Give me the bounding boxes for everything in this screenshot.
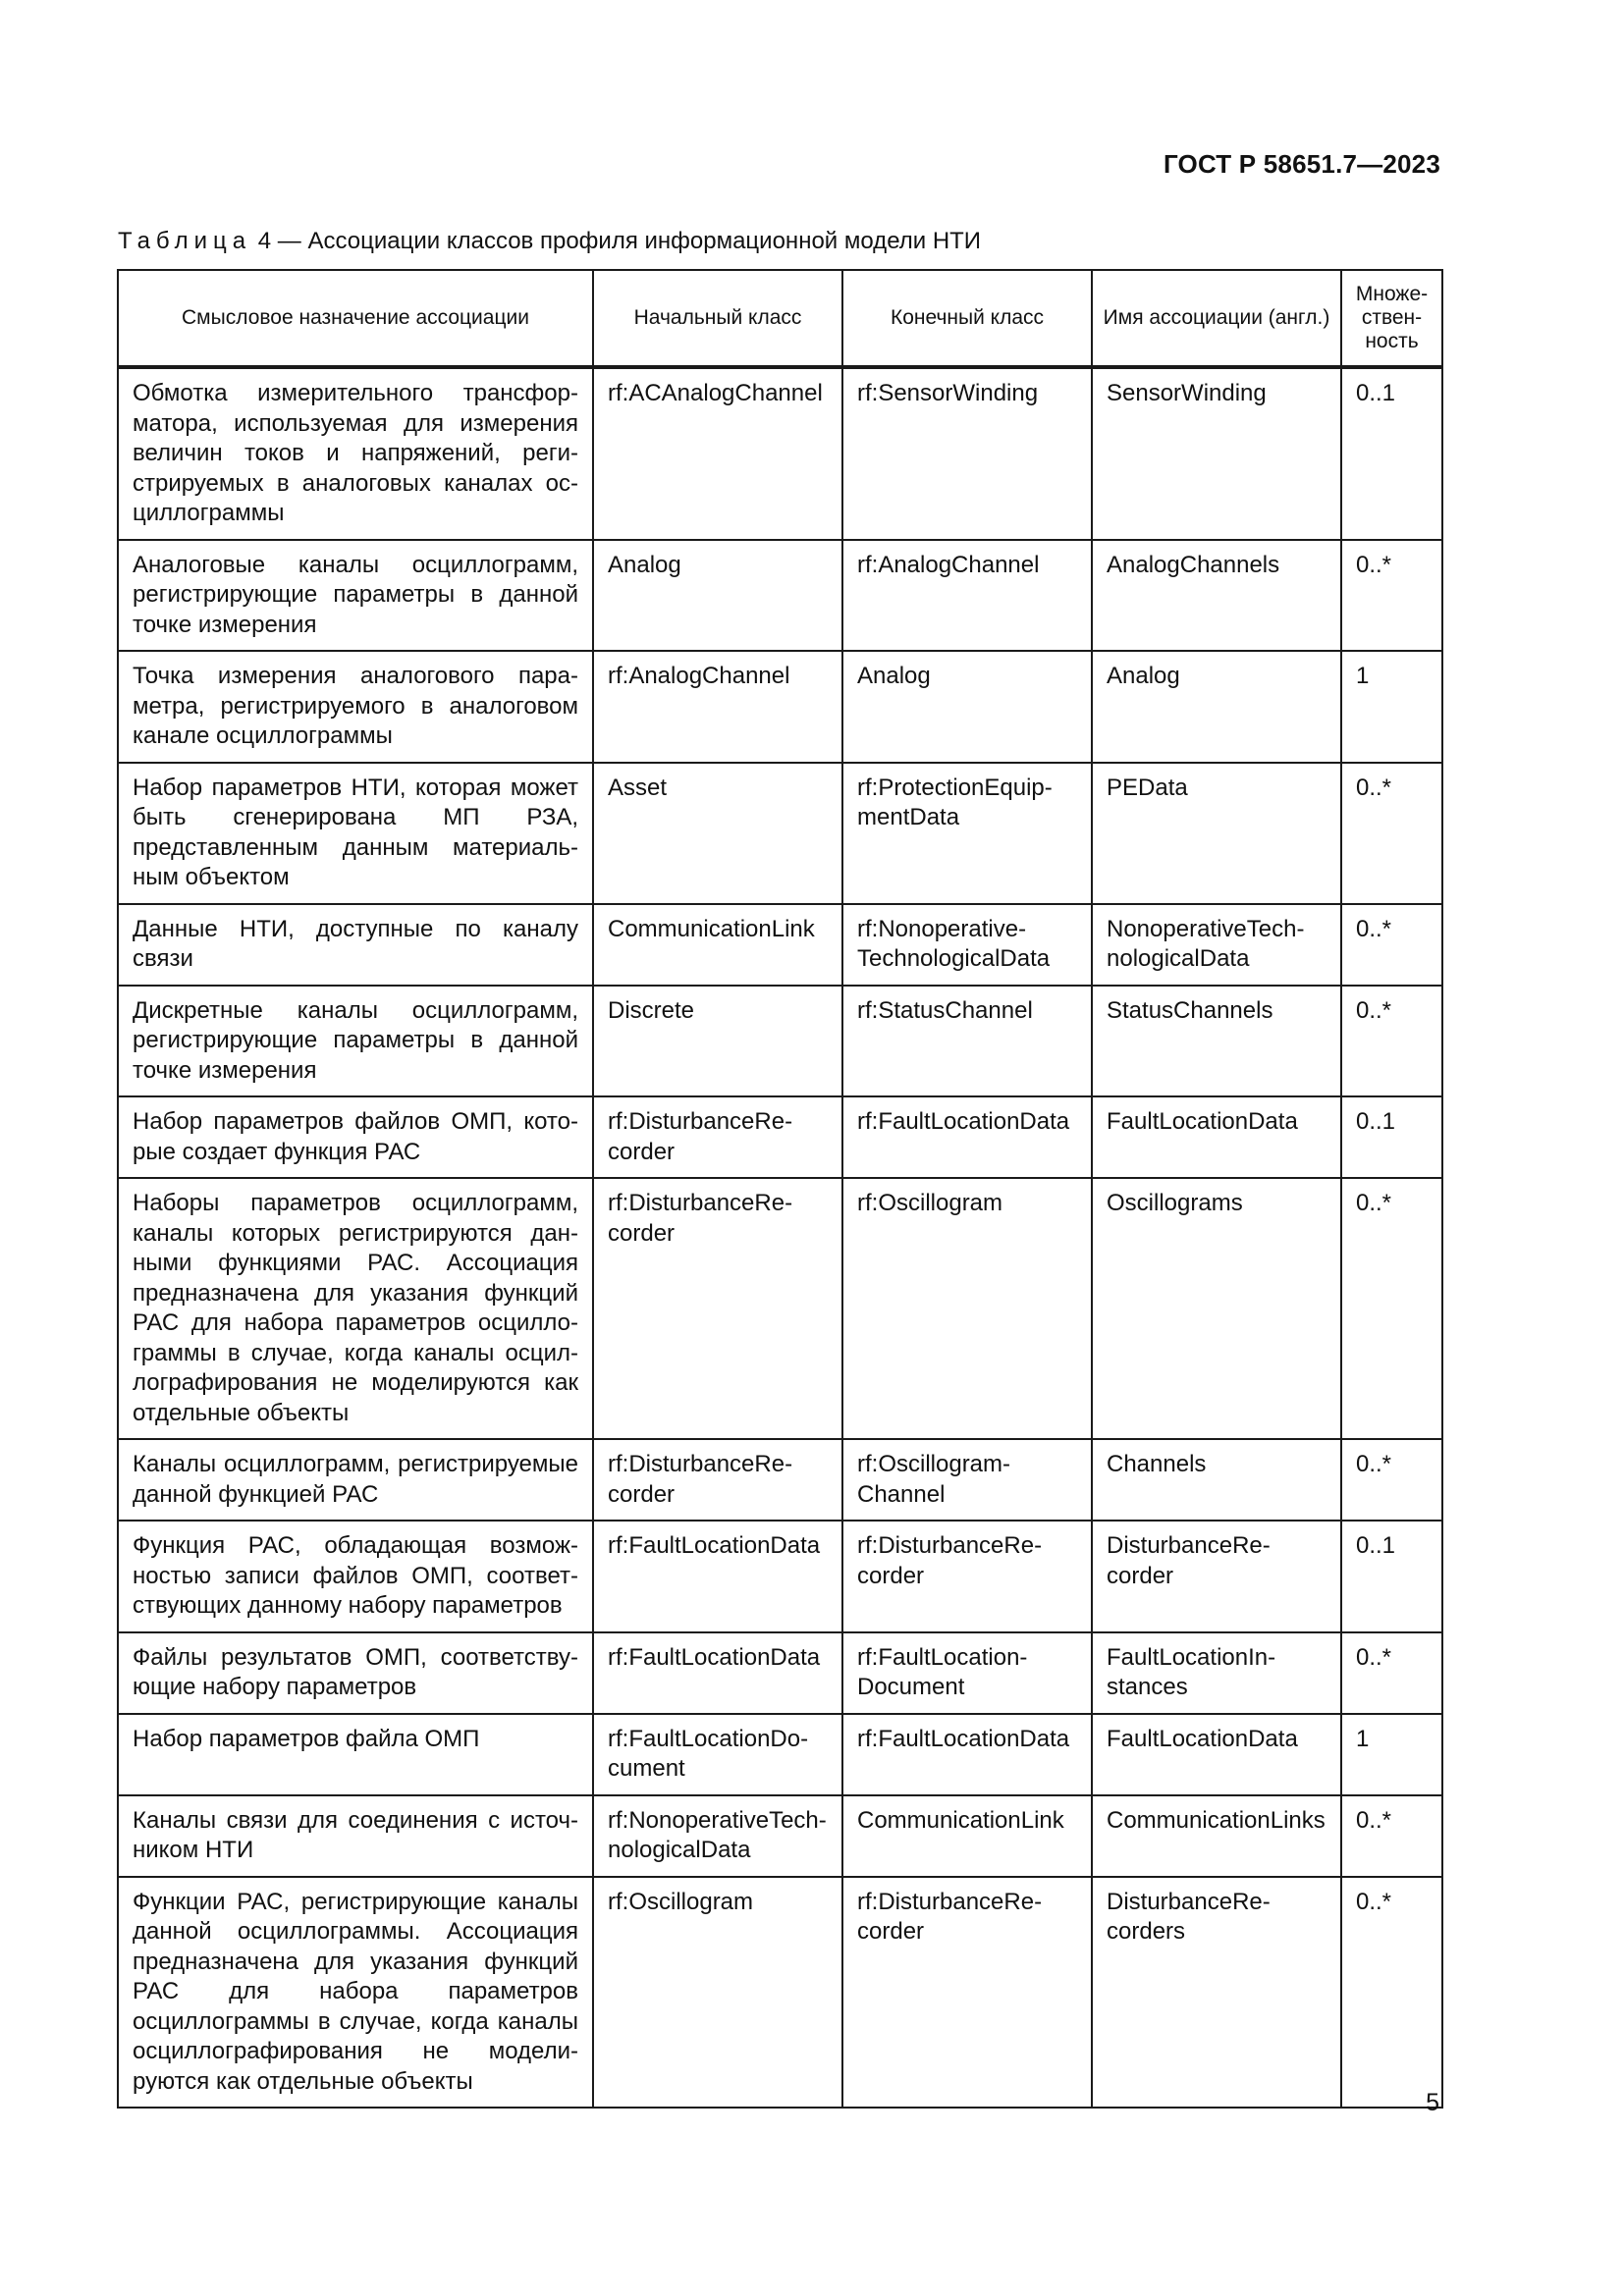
purpose-cell: Наборы параметров осциллограмм, каналы которых регистрируются данными функциями РАС. Ассоциация предназначена для указания функций РАС для набора параметров осциллограммы в случае, когда каналы осциллографирования не моделируются как отдельные объекты xyxy=(118,1178,593,1439)
column-header-target-class: Конечный класс xyxy=(842,270,1092,367)
source-class-cell: rf:Oscillogram xyxy=(593,1877,842,2109)
column-header-source-class: Начальный класс xyxy=(593,270,842,367)
target-class-cell: rf:AnalogChannel xyxy=(842,540,1092,652)
target-class-cell: rf:FaultLocationData xyxy=(842,1096,1092,1178)
target-class-cell: rf:Oscillogram-Channel xyxy=(842,1439,1092,1521)
column-header-multiplicity: Множе-ствен-ность xyxy=(1341,270,1442,367)
table-row xyxy=(118,904,1442,986)
table-caption-label: Таблица xyxy=(118,228,252,254)
table-row xyxy=(118,1795,1442,1877)
table-row xyxy=(118,540,1442,652)
standard-code: ГОСТ Р 58651.7—2023 xyxy=(1163,149,1440,179)
association-name-cell: NonoperativeTechnologicalData xyxy=(1092,904,1341,986)
multiplicity-cell: 0..* xyxy=(1341,1795,1442,1877)
target-class-cell: rf:ProtectionEquipmentData xyxy=(842,763,1092,904)
source-class-cell: Discrete xyxy=(593,986,842,1097)
table-caption-text: 4 — Ассоциации классов профиля информационной модели НТИ xyxy=(257,228,982,254)
column-header-association-name: Имя ассоциации (англ.) xyxy=(1092,270,1341,367)
target-class-cell: CommunicationLink xyxy=(842,1795,1092,1877)
purpose-cell: Функции РАС, регистрирующие каналы данной осциллограммы. Ассоциация предназначена для указания функций РАС для набора параметров осциллограммы в случае, когда каналы осциллографирования не моделируются как отдельные объекты xyxy=(118,1877,593,2109)
target-class-cell: Analog xyxy=(842,651,1092,763)
purpose-cell: Данные НТИ, доступные по каналу связи xyxy=(118,904,593,986)
association-name-cell: DisturbanceRecorder xyxy=(1092,1521,1341,1632)
purpose-cell: Обмотка измерительного трансформатора, используемая для измерения величин токов и напряжений, регистрируемых в аналоговых каналах осциллограммы xyxy=(118,367,593,540)
multiplicity-cell: 0..* xyxy=(1341,1877,1442,2109)
association-name-cell: Analog xyxy=(1092,651,1341,763)
multiplicity-cell: 0..1 xyxy=(1341,1521,1442,1632)
purpose-cell: Набор параметров файлов ОМП, которые создает функция РАС xyxy=(118,1096,593,1178)
target-class-cell: rf:FaultLocationData xyxy=(842,1714,1092,1795)
association-name-cell: Oscillograms xyxy=(1092,1178,1341,1439)
association-name-cell: FaultLocationData xyxy=(1092,1714,1341,1795)
table-row xyxy=(118,651,1442,763)
source-class-cell: Asset xyxy=(593,763,842,904)
table-row xyxy=(118,1178,1442,1439)
source-class-cell: rf:DisturbanceRecorder xyxy=(593,1178,842,1439)
table-row xyxy=(118,1877,1442,2109)
association-name-cell: Channels xyxy=(1092,1439,1341,1521)
association-name-cell: DisturbanceRecorders xyxy=(1092,1877,1341,2109)
association-name-cell: FaultLocationInstances xyxy=(1092,1632,1341,1714)
target-class-cell: rf:StatusChannel xyxy=(842,986,1092,1097)
table-row xyxy=(118,763,1442,904)
multiplicity-cell: 0..* xyxy=(1341,904,1442,986)
purpose-cell: Каналы связи для соединения с источником НТИ xyxy=(118,1795,593,1877)
multiplicity-cell: 0..* xyxy=(1341,1632,1442,1714)
multiplicity-cell: 0..* xyxy=(1341,1439,1442,1521)
target-class-cell: rf:DisturbanceRecorder xyxy=(842,1877,1092,2109)
table-caption xyxy=(118,228,981,255)
table-row xyxy=(118,1714,1442,1795)
table-row xyxy=(118,986,1442,1097)
target-class-cell: rf:FaultLocation-Document xyxy=(842,1632,1092,1714)
purpose-cell: Дискретные каналы осциллограмм, регистрирующие параметры в данной точке измерения xyxy=(118,986,593,1097)
source-class-cell: rf:FaultLocationDocument xyxy=(593,1714,842,1795)
association-name-cell: StatusChannels xyxy=(1092,986,1341,1097)
association-name-cell: FaultLocationData xyxy=(1092,1096,1341,1178)
multiplicity-cell: 1 xyxy=(1341,1714,1442,1795)
multiplicity-cell: 0..* xyxy=(1341,763,1442,904)
association-name-cell: AnalogChannels xyxy=(1092,540,1341,652)
multiplicity-cell: 0..* xyxy=(1341,986,1442,1097)
target-class-cell: rf:Oscillogram xyxy=(842,1178,1092,1439)
table-row xyxy=(118,1521,1442,1632)
associations-table xyxy=(117,269,1443,2109)
table-header-row xyxy=(118,270,1442,367)
multiplicity-cell: 0..1 xyxy=(1341,367,1442,540)
purpose-cell: Функция РАС, обладающая возможностью записи файлов ОМП, соответствующих данному набору параметров xyxy=(118,1521,593,1632)
source-class-cell: rf:NonoperativeTechnologicalData xyxy=(593,1795,842,1877)
table-body xyxy=(118,367,1442,2108)
multiplicity-cell: 0..* xyxy=(1341,1178,1442,1439)
table-row xyxy=(118,1096,1442,1178)
source-class-cell: rf:ACAnalogChannel xyxy=(593,367,842,540)
page-number: 5 xyxy=(1426,2089,1439,2116)
column-header-purpose: Смысловое назначение ассоциации xyxy=(118,270,593,367)
source-class-cell: rf:FaultLocationData xyxy=(593,1521,842,1632)
source-class-cell: rf:DisturbanceRecorder xyxy=(593,1439,842,1521)
source-class-cell: Analog xyxy=(593,540,842,652)
association-name-cell: PEData xyxy=(1092,763,1341,904)
purpose-cell: Аналоговые каналы осциллограмм, регистрирующие параметры в данной точке измерения xyxy=(118,540,593,652)
target-class-cell: rf:DisturbanceRecorder xyxy=(842,1521,1092,1632)
source-class-cell: rf:AnalogChannel xyxy=(593,651,842,763)
purpose-cell: Набор параметров НТИ, которая может быть сгенерирована МП РЗА, представленным данным материальным объектом xyxy=(118,763,593,904)
source-class-cell: rf:FaultLocationData xyxy=(593,1632,842,1714)
purpose-cell: Набор параметров файла ОМП xyxy=(118,1714,593,1795)
table-row xyxy=(118,1439,1442,1521)
table-row xyxy=(118,1632,1442,1714)
multiplicity-cell: 0..* xyxy=(1341,540,1442,652)
target-class-cell: rf:Nonoperative-TechnologicalData xyxy=(842,904,1092,986)
source-class-cell: CommunicationLink xyxy=(593,904,842,986)
purpose-cell: Файлы результатов ОМП, соответствующие набору параметров xyxy=(118,1632,593,1714)
target-class-cell: rf:SensorWinding xyxy=(842,367,1092,540)
source-class-cell: rf:DisturbanceRecorder xyxy=(593,1096,842,1178)
purpose-cell: Каналы осциллограмм, регистрируемые данной функцией РАС xyxy=(118,1439,593,1521)
multiplicity-cell: 1 xyxy=(1341,651,1442,763)
association-name-cell: SensorWinding xyxy=(1092,367,1341,540)
purpose-cell: Точка измерения аналогового параметра, регистрируемого в аналоговом канале осциллограммы xyxy=(118,651,593,763)
multiplicity-cell: 0..1 xyxy=(1341,1096,1442,1178)
association-name-cell: CommunicationLinks xyxy=(1092,1795,1341,1877)
table-row xyxy=(118,367,1442,540)
